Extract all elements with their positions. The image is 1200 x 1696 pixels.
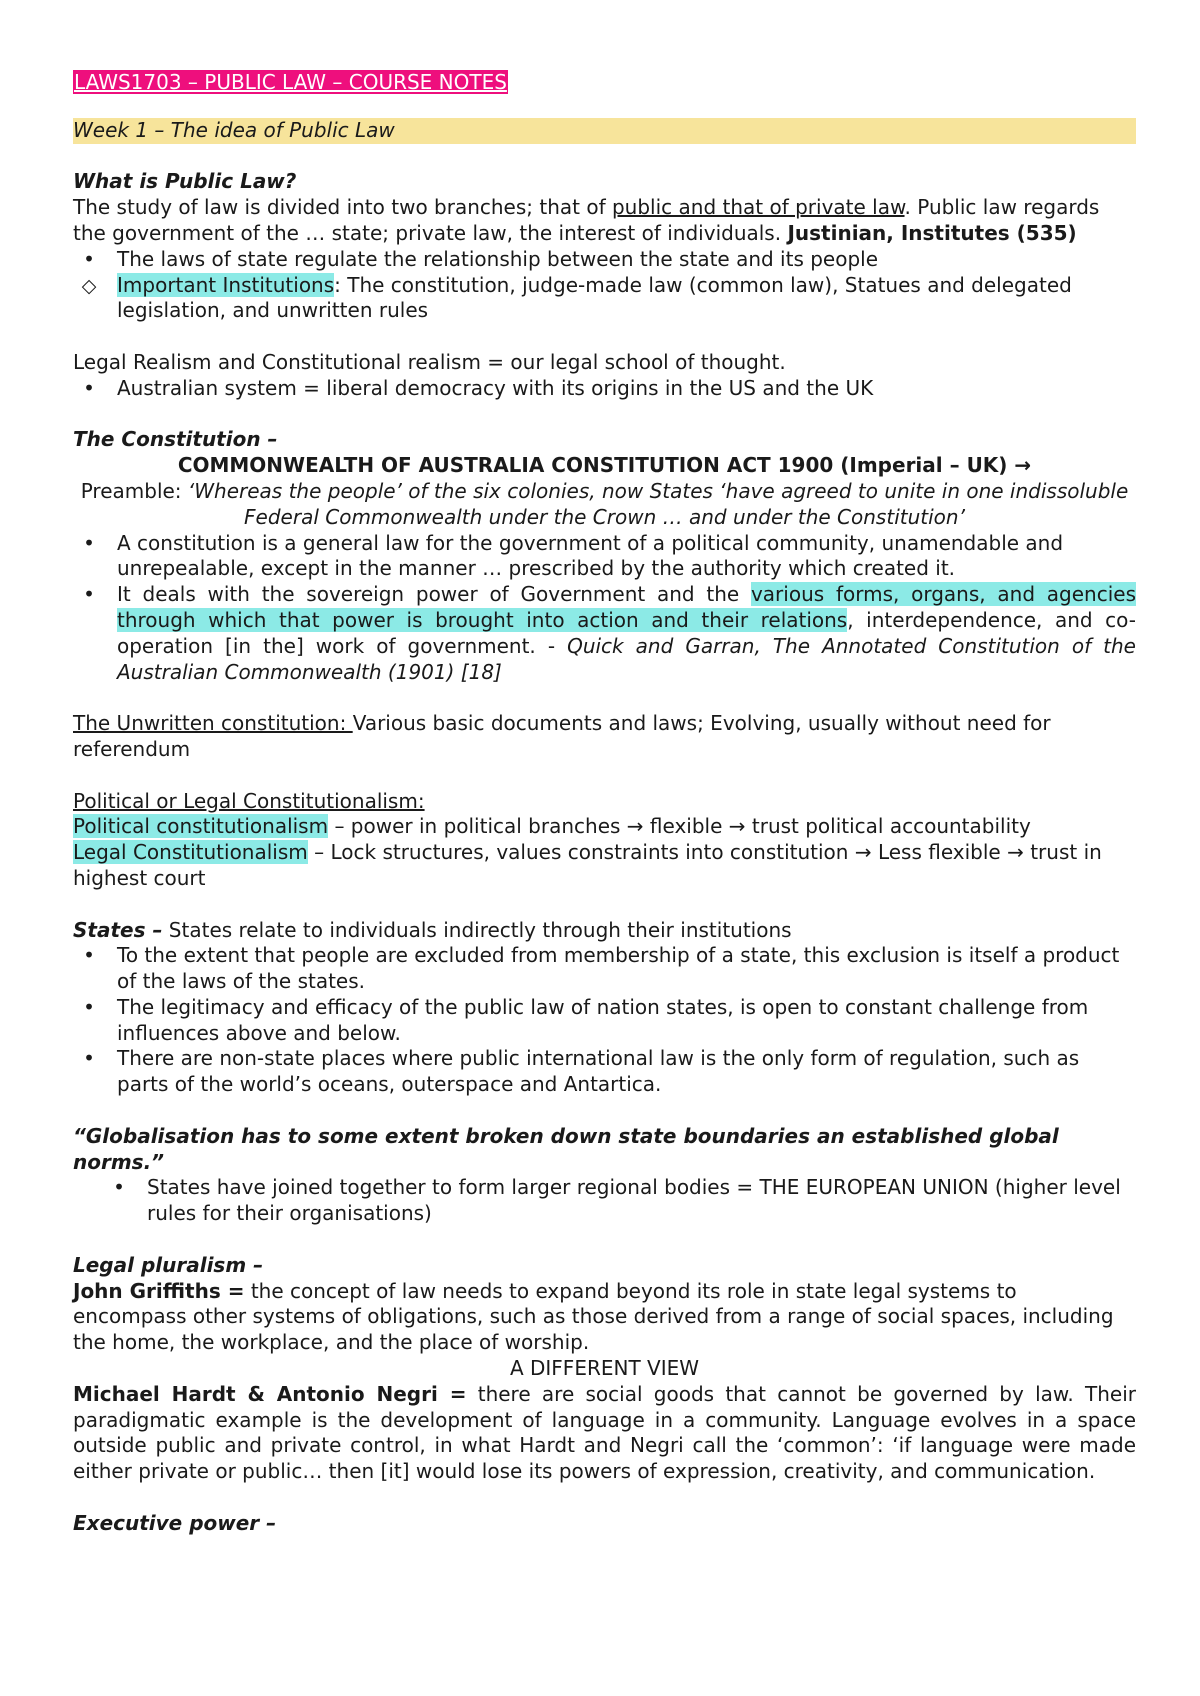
list-item-text: States have joined together to form larger regional bodies = THE EUROPEAN UNION (higher level rules for their organisations) [147,1175,1121,1226]
underlined-text: The Unwritten constitution: [73,711,353,736]
unwritten-constitution [73,711,1136,763]
heading-constitution: The Constitution – [73,427,278,452]
preamble-label: Preamble: [80,478,188,503]
highlighted-text: Legal Constitutionalism [73,840,308,865]
text-run: The study of law is divided into two branches; that of [73,195,612,220]
list-item-text: : The constitution, judge-made law (common law), Statues and delegated legislation, and unwritten rules [117,272,1072,323]
citation-justinian: Justinian, Institutes (535) [787,220,1077,245]
author-griffiths: John Griffiths = [73,1278,245,1303]
list-item [73,376,1136,402]
diamond-bullet-icon [79,273,99,300]
text-run: – power in political branches → flexible → trust political accountability [328,814,1031,839]
heading-what-is-public-law: What is Public Law? [73,169,297,194]
legal-realism-text: Legal Realism and Constitutional realism = our legal school of thought. [73,349,786,374]
section-executive-power [73,1511,1136,1537]
text-run: there are social goods that cannot be governed by law. Their paradigmatic example is the development of language in a community. Language evolves in a space outside public and private control, in what Hardt and Negri call the ‘common’: ‘if language were made either private or public… then [it] would lose its powers of expression, creativity, and communication. [73,1381,1136,1484]
griffiths-paragraph [73,1279,1136,1356]
list-item [73,247,1136,273]
states-intro [73,918,1136,944]
section-states [73,918,1136,1099]
political-constitutionalism [73,814,1136,840]
list-item [73,995,1136,1047]
heading-legal-pluralism: Legal pluralism – [73,1252,264,1277]
bullet-icon [79,376,99,402]
bullet-icon [79,943,99,969]
text-run: It deals with the sovereign power of Government and the [117,582,751,607]
author-hardt-negri: Michael Hardt & Antonio Negri = [73,1381,467,1406]
section-constitutionalism [73,789,1136,892]
text-run: States relate to individuals indirectly through their institutions [162,917,792,942]
text-run: . Public law regards the government of the … state; private law, the interest of individuals. [73,195,1100,245]
bullet-icon [79,531,99,557]
citation-quick-garran: Quick and Garran, The Annotated Constitution of the Australian Commonwealth (1901) [18] [117,633,1136,684]
highlighted-text: various forms, organs, and agencies through which that power is brought into action and their relations [117,582,1136,632]
section-constitution [73,427,1136,762]
highlighted-text: Important Institutions [117,272,335,297]
bullet-icon [109,1175,129,1201]
realism-bullets [73,376,1136,402]
public-law-paragraph [73,195,1136,247]
heading-executive-power: Executive power – [73,1510,277,1535]
bullet-icon [79,247,99,273]
week-heading: Week 1 – The idea of Public Law [73,118,1136,144]
list-item-text: Australian system = liberal democracy with its origins in the US and the UK [117,375,874,400]
text-run: – Lock structures, values constraints into constitution → Less flexible → trust in highest court [73,840,1102,890]
underlined-text: public and that of private law [611,195,905,220]
preamble [73,479,1136,531]
bullet-icon [79,582,99,608]
list-item [73,1175,1136,1227]
states-bullets [73,943,1136,1098]
text-run: Various basic documents and laws; Evolving, usually without need for referendum [73,711,1051,761]
different-view-heading: A DIFFERENT VIEW [509,1356,700,1381]
list-item [73,531,1136,583]
section-public-law [73,169,1136,401]
document-title-line [73,70,1136,96]
constitution-act-title: COMMONWEALTH OF AUSTRALIA CONSTITUTION ACT 1900 (Imperial – UK) → [177,453,1032,478]
list-item-text: A constitution is a general law for the government of a political community, unamendable and unrepealable, except in the manner … prescribed by the authority which created it. [117,530,1064,581]
list-item-text: The legitimacy and efficacy of the public law of nation states, is open to constant challenge from influences above and below. [117,994,1089,1045]
list-item [73,1046,1136,1098]
section-globalisation [73,1124,1136,1227]
list-item [73,943,1136,995]
list-item-text: The laws of state regulate the relationship between the state and its people [117,246,879,271]
constitution-bullets [73,531,1136,686]
document-title: LAWS1703 – PUBLIC LAW – COURSE NOTES [74,70,507,94]
list-item [73,582,1136,685]
heading-constitutionalism: Political or Legal Constitutionalism: [73,788,425,813]
highlighted-text: Political constitutionalism [73,814,329,839]
globalisation-bullets [73,1175,1136,1227]
legal-constitutionalism [73,840,1136,892]
list-item-text: There are non-state places where public international law is the only form of regulation, such as parts of the world’s oceans, outerspace and Antartica. [117,1046,1080,1097]
bullet-icon [79,995,99,1021]
text-run: the concept of law needs to expand beyond its role in state legal systems to encompass other systems of obligations, such as those derived from a range of social spaces, including the home, the workplace, and the place of worship. [73,1278,1114,1355]
heading-states: States – [73,917,163,942]
list-item [73,273,1136,325]
text-run: , interdependence, and co-operation [in the] work of government. - [117,607,1136,658]
list-item-text: To the extent that people are excluded from membership of a state, this exclusion is itself a product of the laws of the states. [117,943,1120,994]
globalisation-quote: “Globalisation has to some extent broken down state boundaries an established global norms.” [73,1123,1059,1174]
public-law-bullets [73,247,1136,324]
bullet-icon [79,1046,99,1072]
hardt-negri-paragraph [73,1382,1136,1485]
section-legal-pluralism [73,1253,1136,1485]
preamble-text: ‘Whereas the people’ of the six colonies, now States ‘have agreed to unite in one indissoluble Federal Commonwealth under the Crown … and under the Constitution’ [187,478,1129,529]
